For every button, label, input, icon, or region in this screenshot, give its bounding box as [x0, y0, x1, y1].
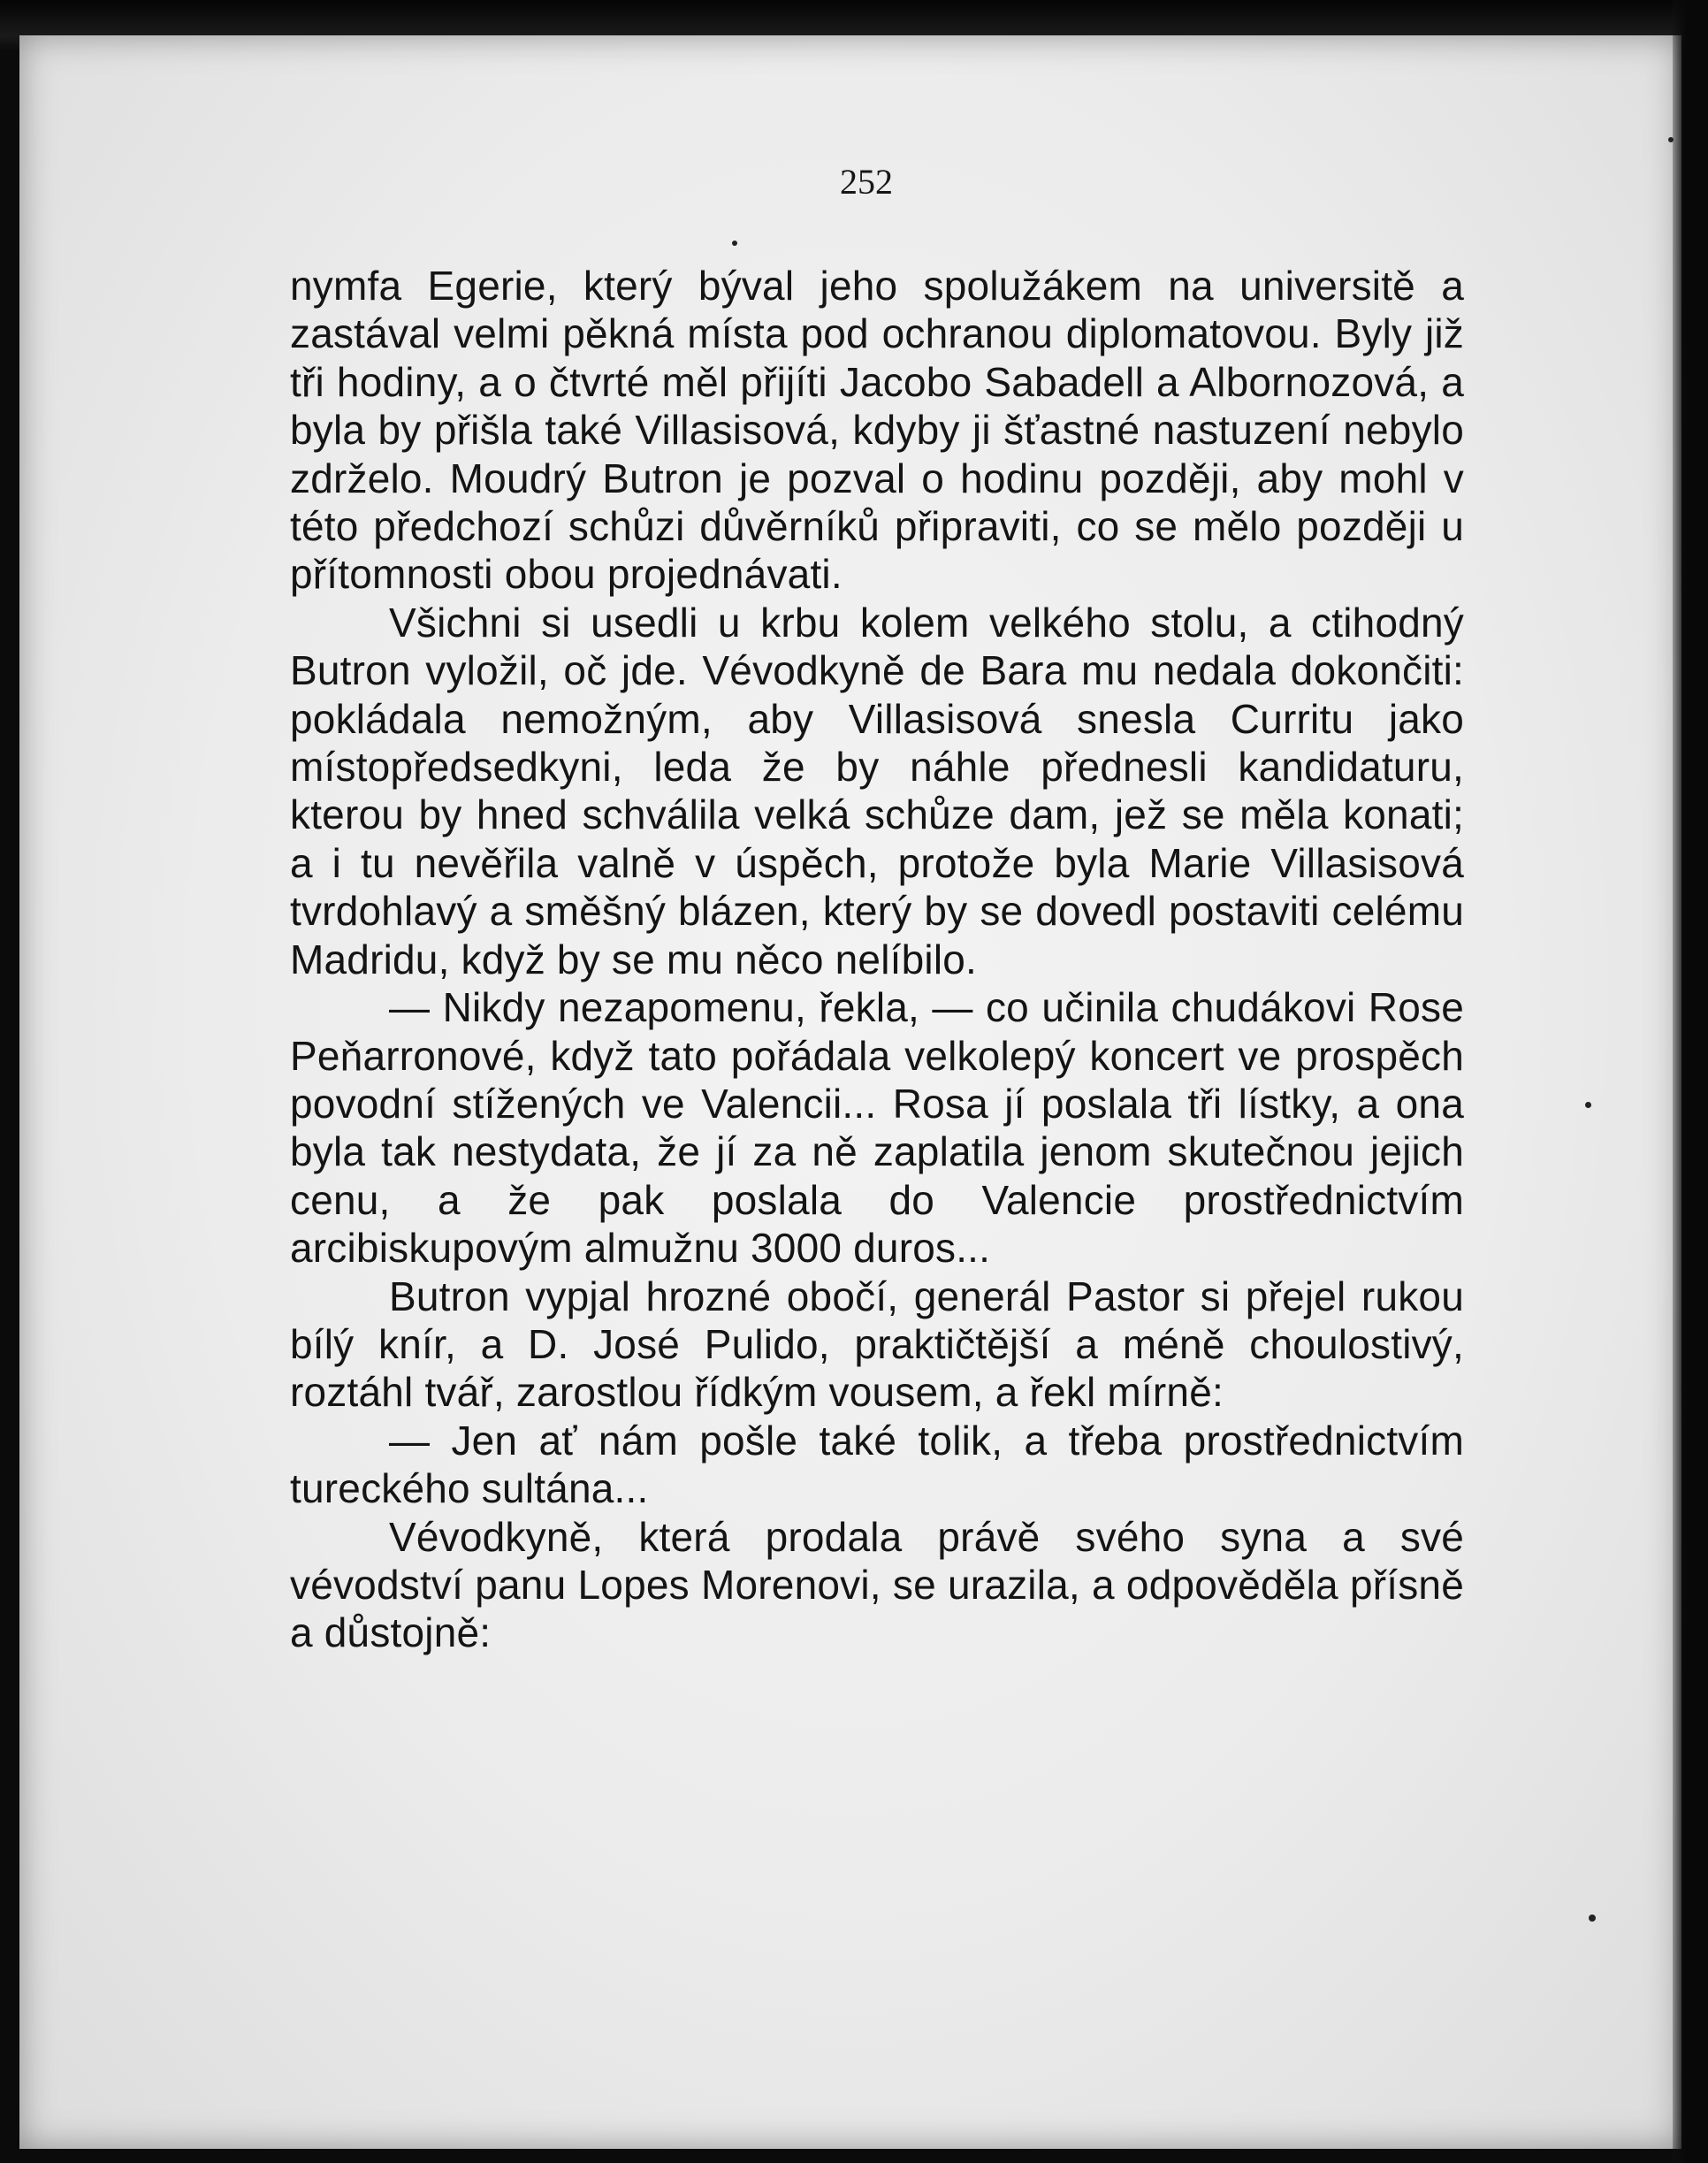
body-text: [290, 262, 1464, 1657]
paragraph-3: — Nikdy nezapomenu, řekla, — co učinila chudákovi Rose Peňarronové, když tato pořádala velkolepý koncert ve prospěch povodní stížených ve Valencii... Rosa jí poslala tři lístky, a ona byla tak nestydata, že jí za ně zaplatila jenom skutečnou jejich cenu, a že pak poslala do Valencie prostřednictvím arcibiskupovým almužnu 3000 duros...: [290, 984, 1464, 1272]
paragraph-2: Všichni si usedli u krbu kolem velkého stolu, a ctihodný Butron vyložil, oč jde. Vévodkyně de Bara mu nedala dokončiti: pokládala nemožným, aby Villasisová snesla Curritu jako místopředsedkyni, leda že by náhle přednesli kandidaturu, kterou by hned schválila velká schůze dam, jež se měla konati; a i tu nevěřila valně v úspěch, protože byla Marie Villasisová tvrdohlavý a směšný blázen, který by se dovedl postaviti celému Madridu, když by se mu něco nelíbilo.: [290, 599, 1464, 982]
speck: [732, 241, 737, 246]
speck: [1668, 137, 1674, 142]
paragraph-4: Butron vypjal hrozné obočí, generál Pastor si přejel rukou bílý knír, a D. José Pulido, praktičtější a méně choulostivý, roztáhl tvář, zarostlou řídkým vousem, a řekl mírně:: [290, 1273, 1464, 1416]
paragraph-6: Vévodkyně, která prodala právě svého syna a své vévodství panu Lopes Morenovi, se urazila, a odpověděla přísně a důstojně:: [290, 1513, 1464, 1656]
speck: [1585, 1102, 1591, 1108]
speck: [1589, 1915, 1596, 1922]
paragraph-1: nymfa Egerie, který býval jeho spolužákem na universitě a zastával velmi pěkná místa pod ochranou diplomatovou. Byly již tři hodiny, a o čtvrté měl přijíti Jacobo Sabadell a Albornozová, a byla by přišla také Villasisová, kdyby ji šťastné nastuzení nebylo zdrželo. Moudrý Butron je pozval o hodinu později, aby mohl v této předchozí schůzi důvěrníků připraviti, co se mělo později u přítomnosti obou projednávati.: [290, 263, 1464, 598]
page-number: 252: [840, 162, 893, 202]
scan-right-edge: [1673, 0, 1708, 2163]
paragraph-5: — Jen ať nám pošle také tolik, a třeba prostřednictvím tureckého sultána...: [290, 1417, 1464, 1512]
